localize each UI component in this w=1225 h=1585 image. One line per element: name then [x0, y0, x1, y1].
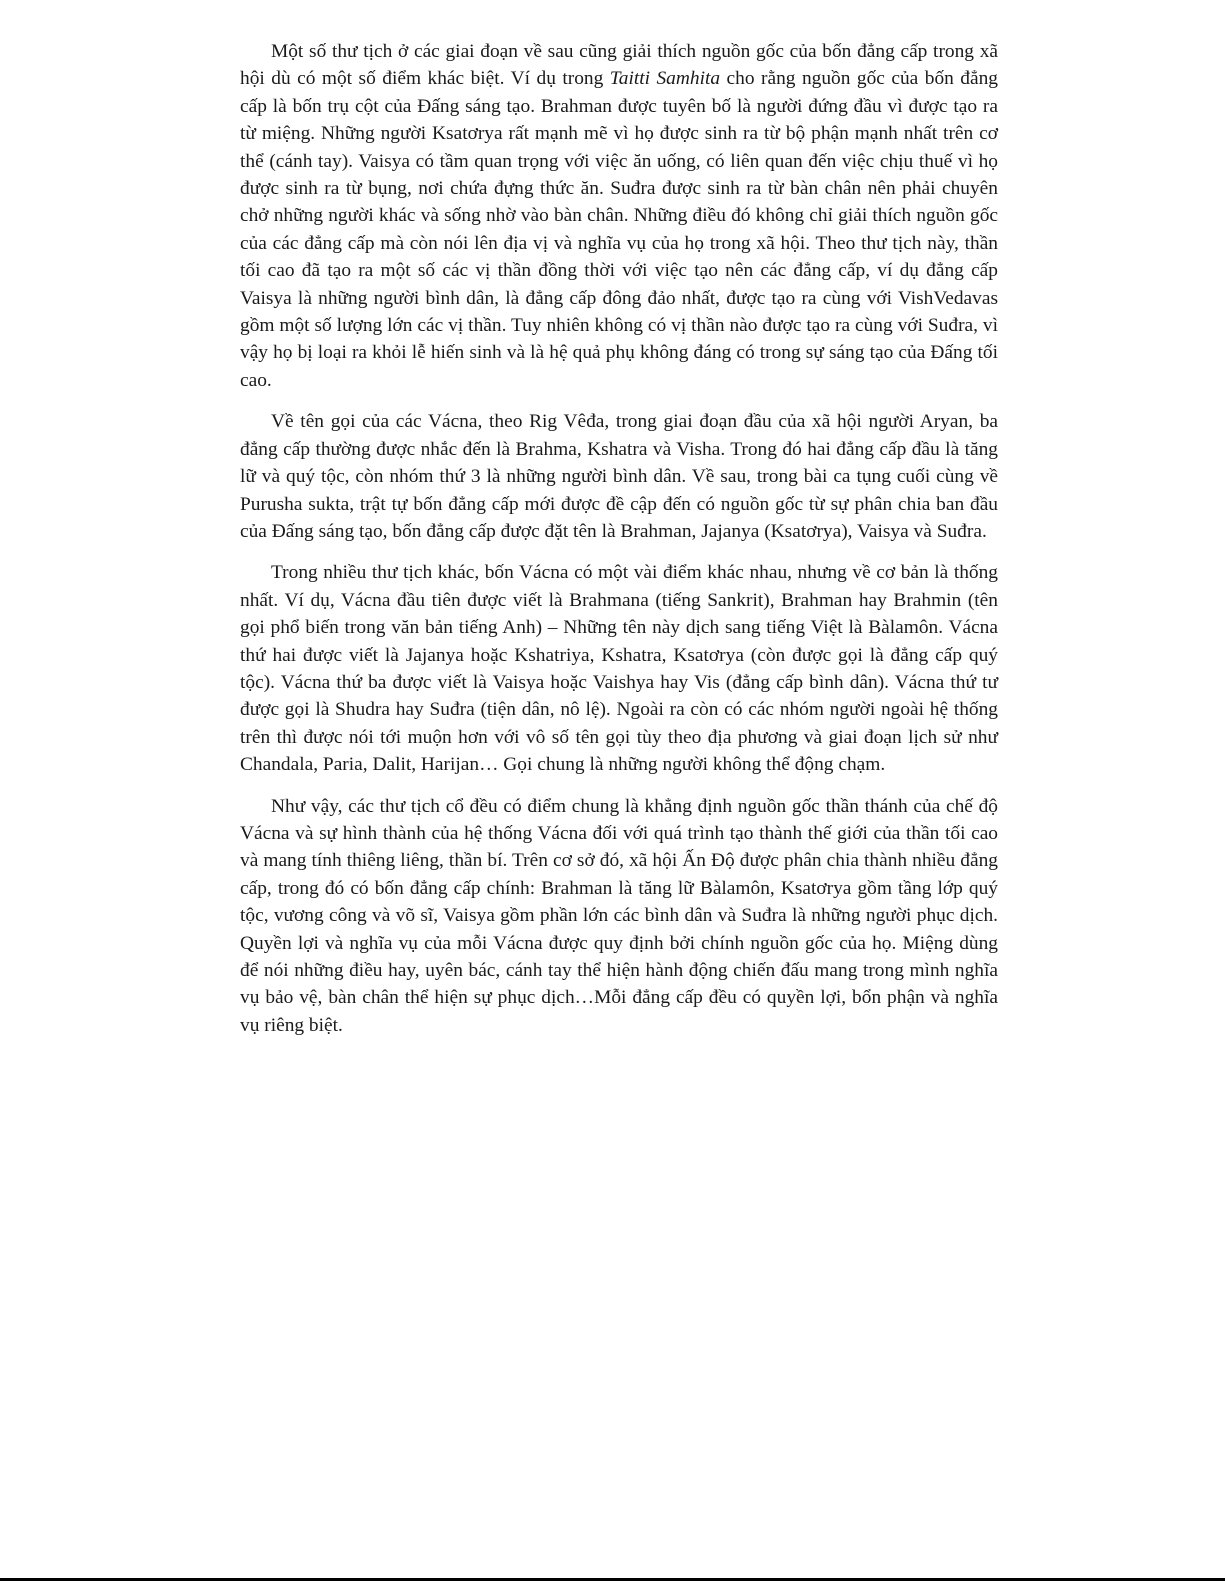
paragraph-1-italic-title: Taitti Samhita [609, 68, 721, 90]
paragraph-1-text-end: cho rằng nguồn gốc của bốn đẳng cấp là bốn trụ cột của Đấng sáng tạo. Brahman được tuyên bố là người đứng đầu vì được tạo ra từ miệng. Những người Ksatơrya rất mạnh mẽ vì họ được sinh ra từ bộ phận mạnh nhất trên cơ thể (cánh tay). Vaisya có tầm quan trọng với việc ăn uống, có liên quan đến việc chịu thuế vì họ được sinh ra từ bụng, nơi chứa đựng thức ăn. Suđra được sinh ra từ bàn chân nên phải chuyên chở những người khác và sống nhờ vào bàn chân. Những điều đó không chỉ giải thích nguồn gốc của các đẳng cấp mà còn nói lên địa vị và nghĩa vụ của họ trong xã hội. Theo thư tịch này, thần tối cao đã tạo ra một số các vị thần đồng thời với việc tạo nên các đẳng cấp, ví dụ đẳng cấp Vaisya là những người bình dân, là đẳng cấp đông đảo nhất, được tạo ra cùng với VishVedavas gồm một số lượng lớn các vị thần. Tuy nhiên không có vị thần nào được tạo ra cùng với Suđra, vì vậy họ bị loại ra khỏi lễ hiến sinh và là hệ quả phụ không đáng có trong sự sáng tạo của Đấng tối cao. [240, 68, 999, 391]
paragraph-2: Về tên gọi của các Vácna, theo Rig Vêđa, trong giai đoạn đầu của xã hội người Aryan, ba đẳng cấp thường được nhắc đến là Brahma, Kshatra và Visha. Trong đó hai đẳng cấp đầu là tăng lữ và quý tộc, còn nhóm thứ 3 là những người bình dân. Về sau, trong bài ca tụng cuối cùng về Purusha sukta, trật tự bốn đẳng cấp mới được đề cập đến có nguồn gốc từ sự phân chia ban đầu của Đấng sáng tạo, bốn đẳng cấp được đặt tên là Brahman, Jajanya (Ksatơrya), Vaisya và Suđra. [240, 411, 998, 542]
paragraph-1-text-start: Một số thư tịch ở các giai đoạn về sau cũng giải thích nguồn gốc của bốn đẳng cấp trong xã hội dù có một số điểm khác biệt. Ví dụ trong [240, 41, 998, 90]
paragraph-4: Như vậy, các thư tịch cổ đều có điểm chung là khẳng định nguồn gốc thần thánh của chế độ Vácna và sự hình thành của hệ thống Vácna đối với quá trình tạo thành thế giới của thần tối cao và mang tính thiêng liêng, thần bí. Trên cơ sở đó, xã hội Ấn Độ được phân chia thành nhiều đẳng cấp, trong đó có bốn đẳng cấp chính: Brahman là tăng lữ Bàlamôn, Ksatơrya gồm tầng lớp quý tộc, vương công và võ sĩ, Vaisya gồm phần lớn các bình dân và Suđra là những người phục dịch. Quyền lợi và nghĩa vụ của mỗi Vácna được quy định bởi chính nguồn gốc của họ. Miệng dùng để nói những điều hay, uyên bác, cánh tay thể hiện hành động chiến đấu mang trong mình nghĩa vụ bảo vệ, bàn chân thể hiện sự phục dịch…Mỗi đẳng cấp đều có quyền lợi, bổn phận và nghĩa vụ riêng biệt. [240, 795, 998, 1036]
bottom-divider [0, 1578, 1225, 1581]
paragraph-3: Trong nhiều thư tịch khác, bốn Vácna có một vài điểm khác nhau, nhưng về cơ bản là thống nhất. Ví dụ, Vácna đầu tiên được viết là Brahmana (tiếng Sankrit), Brahman hay Brahmin (tên gọi phổ biến trong văn bản tiếng Anh) – Những tên này dịch sang tiếng Việt là Bàlamôn. Vácna thứ hai được viết là Jajanya hoặc Kshatriya, Kshatra, Ksatơrya (còn được gọi là đẳng cấp quý tộc). Vácna thứ ba được viết là Vaisya hoặc Vaishya hay Vis (đẳng cấp bình dân). Vácna thứ tư được gọi là Shudra hay Suđra (tiện dân, nô lệ). Ngoài ra còn có các nhóm người ngoài hệ thống trên thì được nói tới muộn hơn với vô số tên gọi tùy theo địa phương và giai đoạn lịch sử như Chandala, Paria, Dalit, Harijan… Gọi chung là những người không thể động chạm. [240, 562, 998, 776]
paragraph-1 [240, 38, 998, 394]
body-text [240, 38, 998, 1053]
